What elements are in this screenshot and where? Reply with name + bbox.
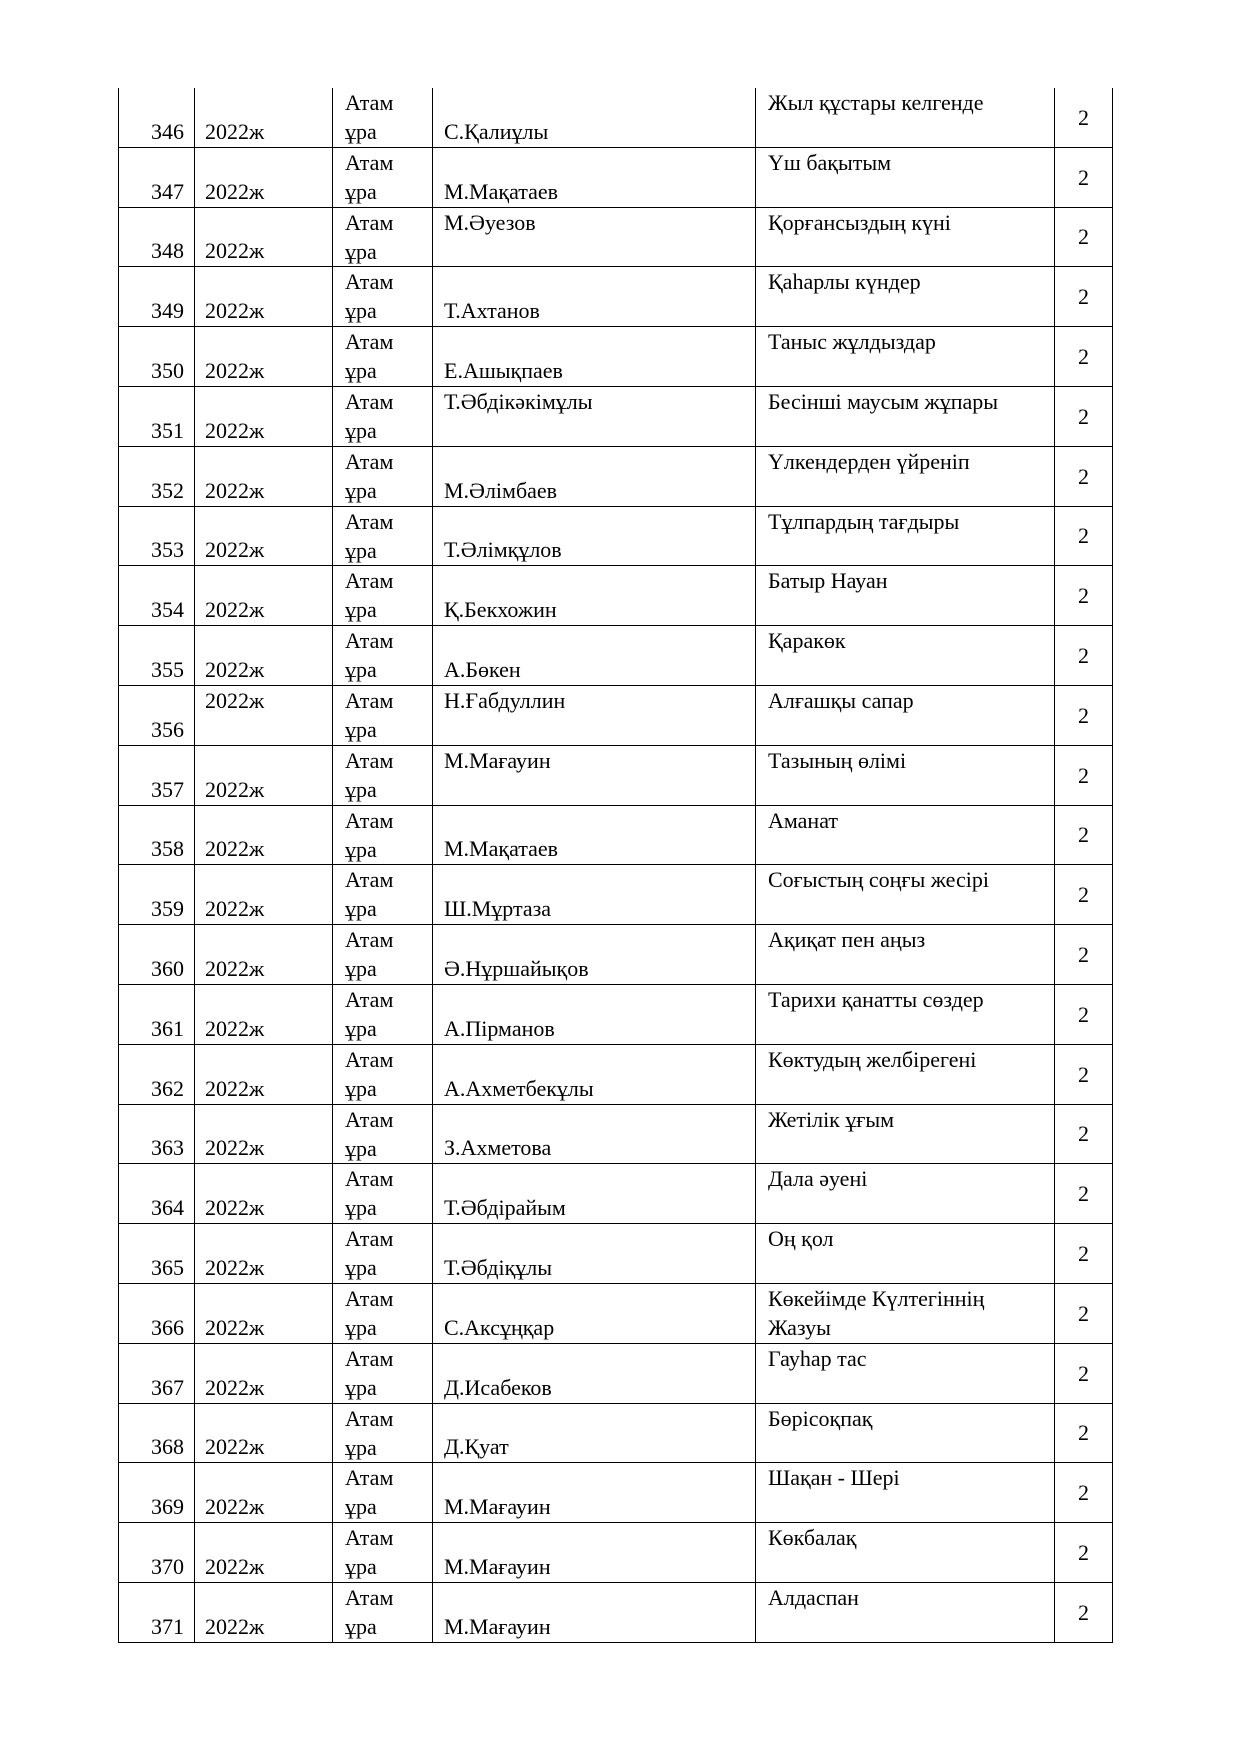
year-cell: 2022ж: [195, 1044, 333, 1104]
publisher-line-1: Атам: [345, 687, 394, 713]
book-title-text: Жыл құстары келгенде: [768, 90, 984, 115]
year-cell: 2022ж: [195, 207, 333, 267]
book-title-text: Қорғансыздың күні: [768, 209, 951, 235]
publisher-line-2: ұра: [345, 1255, 377, 1281]
publisher-line-2: ұра: [345, 537, 377, 563]
publisher-line-2: ұра: [345, 657, 377, 683]
quantity-cell: 2: [1055, 925, 1113, 985]
book-title-text: Бөрісоқпақ: [768, 1405, 873, 1431]
publisher-cell: [333, 865, 433, 925]
row-number-cell: 371: [119, 1582, 195, 1642]
year-cell: 2022ж: [195, 1224, 333, 1284]
author-cell: Т.Әбдікәкімұлы: [433, 386, 756, 446]
publisher-line-2: ұра: [345, 238, 377, 264]
book-title-text: Соғыстың соңғы жесірі: [768, 867, 989, 893]
publisher-line-1: Атам: [345, 568, 394, 594]
quantity-cell: 2: [1055, 1463, 1113, 1523]
book-title-cell: [756, 327, 1055, 387]
table-row: [119, 1104, 1113, 1164]
author-cell: М.Мағауин: [433, 745, 756, 805]
publisher-line-2: ұра: [345, 417, 377, 443]
publisher-line-1: Атам: [345, 1106, 394, 1132]
row-number-cell: 353: [119, 506, 195, 566]
book-title-cell: [756, 147, 1055, 207]
year-cell: 2022ж: [195, 1523, 333, 1583]
publisher-line-2: ұра: [345, 597, 377, 623]
book-title-text: Қаракөк: [768, 628, 846, 654]
book-title-text: Үлкендерден үйреніп: [768, 448, 970, 474]
publisher-line-2: ұра: [345, 1613, 377, 1639]
publisher-cell: [333, 1582, 433, 1642]
table-row: [119, 1523, 1113, 1583]
book-title-cell: [756, 626, 1055, 686]
publisher-line-1: Атам: [345, 986, 394, 1012]
table-row: [119, 386, 1113, 446]
publisher-line-2: ұра: [345, 1314, 377, 1340]
table-row: [119, 865, 1113, 925]
publisher-cell: [333, 1283, 433, 1343]
publisher-line-1: Атам: [345, 508, 394, 534]
publisher-line-2: ұра: [345, 477, 377, 503]
book-title-cell: [756, 207, 1055, 267]
row-number-cell: 359: [119, 865, 195, 925]
author-cell: А.Ахметбекұлы: [433, 1044, 756, 1104]
publisher-line-2: ұра: [345, 716, 377, 742]
table-row: [119, 626, 1113, 686]
publisher-line-2: ұра: [345, 358, 377, 384]
row-number-cell: 366: [119, 1283, 195, 1343]
table-row: [119, 267, 1113, 327]
publisher-line-2: ұра: [345, 1195, 377, 1221]
book-title-text: Шақан - Шері: [768, 1465, 900, 1491]
quantity-cell: 2: [1055, 207, 1113, 267]
year-cell: 2022ж: [195, 1343, 333, 1403]
quantity-cell: 2: [1055, 446, 1113, 506]
author-cell: Т.Әбдіқұлы: [433, 1224, 756, 1284]
publisher-cell: [333, 207, 433, 267]
publisher-cell: [333, 626, 433, 686]
book-list-table-sheet: [118, 88, 1113, 1643]
publisher-line-1: Атам: [345, 448, 394, 474]
publisher-line-2: ұра: [345, 956, 377, 982]
book-title-cell: [756, 566, 1055, 626]
book-title-text: Ақиқат пен аңыз: [768, 927, 926, 953]
publisher-cell: [333, 925, 433, 985]
publisher-cell: [333, 386, 433, 446]
book-title-text: Таныс жұлдыздар: [768, 329, 936, 355]
book-title-text: Тазының өлімі: [768, 747, 907, 773]
year-cell: 2022ж: [195, 386, 333, 446]
publisher-cell: [333, 327, 433, 387]
publisher-line-1: Атам: [345, 1405, 394, 1431]
row-number-cell: 370: [119, 1523, 195, 1583]
quantity-cell: 2: [1055, 745, 1113, 805]
publisher-line-1: Атам: [345, 1584, 394, 1610]
book-title-text: Үш бақытым: [768, 149, 892, 175]
book-title-cell: [756, 1283, 1055, 1343]
year-cell: 2022ж: [195, 1164, 333, 1224]
table-row: [119, 506, 1113, 566]
publisher-line-2: ұра: [345, 1494, 377, 1520]
publisher-line-1: Атам: [345, 329, 394, 355]
publisher-line-1: Атам: [345, 269, 394, 295]
book-title-text: Тарихи қанатты сөздер: [768, 986, 984, 1012]
row-number-cell: 349: [119, 267, 195, 327]
quantity-cell: 2: [1055, 1104, 1113, 1164]
row-number-cell: 364: [119, 1164, 195, 1224]
table-row: [119, 446, 1113, 506]
book-title-cell: [756, 267, 1055, 327]
book-title-text: Тұлпардың тағдыры: [768, 508, 960, 534]
quantity-cell: 2: [1055, 506, 1113, 566]
book-title-cell: [756, 865, 1055, 925]
table-row: [119, 805, 1113, 865]
publisher-cell: [333, 267, 433, 327]
quantity-cell: 2: [1055, 1403, 1113, 1463]
author-cell: Ә.Нұршайықов: [433, 925, 756, 985]
quantity-cell: 2: [1055, 1343, 1113, 1403]
author-cell: М.Әуезов: [433, 207, 756, 267]
table-row: [119, 925, 1113, 985]
publisher-line-1: Атам: [345, 1345, 394, 1371]
publisher-line-2: ұра: [345, 178, 377, 204]
quantity-cell: 2: [1055, 1523, 1113, 1583]
publisher-line-1: Атам: [345, 628, 394, 654]
publisher-cell: [333, 446, 433, 506]
year-cell: 2022ж: [195, 1582, 333, 1642]
publisher-cell: [333, 1104, 433, 1164]
quantity-cell: 2: [1055, 984, 1113, 1044]
author-cell: Д.Қуат: [433, 1403, 756, 1463]
quantity-cell: 2: [1055, 566, 1113, 626]
publisher-line-1: Атам: [345, 1166, 394, 1192]
book-title-text: Қаһарлы күндер: [768, 269, 921, 295]
book-title-text: Оң қол: [768, 1226, 834, 1252]
year-cell: 2022ж: [195, 1463, 333, 1523]
table-row: [119, 1582, 1113, 1642]
table-row: [119, 1283, 1113, 1343]
author-cell: С.Қалиұлы: [433, 88, 756, 147]
quantity-cell: 2: [1055, 327, 1113, 387]
author-cell: М.Мағауин: [433, 1582, 756, 1642]
book-title-cell: [756, 88, 1055, 147]
author-cell: М.Әлімбаев: [433, 446, 756, 506]
book-title-text: Батыр Науан: [768, 568, 888, 594]
year-cell: 2022ж: [195, 327, 333, 387]
publisher-line-2: ұра: [345, 1075, 377, 1101]
publisher-line-1: Атам: [345, 209, 394, 235]
table-row: [119, 1044, 1113, 1104]
row-number-cell: 354: [119, 566, 195, 626]
book-title-cell: [756, 1403, 1055, 1463]
book-title-text: Жетілік ұғым: [768, 1106, 895, 1132]
year-cell: 2022ж: [195, 88, 333, 147]
year-cell: 2022ж: [195, 984, 333, 1044]
author-cell: М.Мақатаев: [433, 147, 756, 207]
author-cell: Ш.Мұртаза: [433, 865, 756, 925]
quantity-cell: 2: [1055, 1164, 1113, 1224]
table-row: [119, 207, 1113, 267]
table-row: [119, 1403, 1113, 1463]
quantity-cell: 2: [1055, 1582, 1113, 1642]
publisher-cell: [333, 1224, 433, 1284]
author-cell: Е.Ашықпаев: [433, 327, 756, 387]
publisher-line-2: ұра: [345, 896, 377, 922]
book-title-cell: [756, 1523, 1055, 1583]
book-title-text: Алғашқы сапар: [768, 687, 914, 713]
year-cell: 2022ж: [195, 566, 333, 626]
publisher-cell: [333, 1044, 433, 1104]
publisher-line-2: ұра: [345, 1554, 377, 1580]
quantity-cell: 2: [1055, 386, 1113, 446]
row-number-cell: 355: [119, 626, 195, 686]
row-number-cell: 358: [119, 805, 195, 865]
row-number-cell: 347: [119, 147, 195, 207]
book-title-cell: [756, 386, 1055, 446]
table-row: [119, 1343, 1113, 1403]
publisher-cell: [333, 88, 433, 147]
row-number-cell: 362: [119, 1044, 195, 1104]
quantity-cell: 2: [1055, 88, 1113, 147]
publisher-line-2: ұра: [345, 1434, 377, 1460]
publisher-line-1: Атам: [345, 747, 394, 773]
row-number-cell: 360: [119, 925, 195, 985]
year-cell: 2022ж: [195, 865, 333, 925]
quantity-cell: 2: [1055, 805, 1113, 865]
author-cell: М.Мақатаев: [433, 805, 756, 865]
publisher-cell: [333, 1523, 433, 1583]
quantity-cell: 2: [1055, 685, 1113, 745]
year-cell: 2022ж: [195, 1283, 333, 1343]
book-title-text: Алдаспан: [768, 1584, 859, 1610]
publisher-line-1: Атам: [345, 149, 394, 175]
row-number-cell: 361: [119, 984, 195, 1044]
book-title-cell: [756, 805, 1055, 865]
row-number-cell: 348: [119, 207, 195, 267]
publisher-cell: [333, 147, 433, 207]
row-number-cell: 365: [119, 1224, 195, 1284]
book-title-cell: [756, 506, 1055, 566]
year-cell: 2022ж: [195, 805, 333, 865]
publisher-line-1: Атам: [345, 1465, 394, 1491]
author-cell: М.Мағауин: [433, 1463, 756, 1523]
publisher-line-1: Атам: [345, 867, 394, 893]
year-cell: 2022ж: [195, 147, 333, 207]
row-number-cell: 351: [119, 386, 195, 446]
row-number-cell: 369: [119, 1463, 195, 1523]
publisher-line-1: Атам: [345, 1046, 394, 1072]
quantity-cell: 2: [1055, 267, 1113, 327]
table-row: [119, 1463, 1113, 1523]
table-body: [119, 88, 1113, 1642]
book-title-cell: [756, 1343, 1055, 1403]
year-cell: 2022ж: [195, 925, 333, 985]
row-number-cell: 363: [119, 1104, 195, 1164]
table-row: [119, 1224, 1113, 1284]
publisher-line-1: Атам: [345, 1226, 394, 1252]
quantity-cell: 2: [1055, 147, 1113, 207]
publisher-line-1: Атам: [345, 388, 394, 414]
publisher-cell: [333, 1463, 433, 1523]
book-title-cell: [756, 446, 1055, 506]
quantity-cell: 2: [1055, 1224, 1113, 1284]
author-cell: Т.Ахтанов: [433, 267, 756, 327]
quantity-cell: 2: [1055, 626, 1113, 686]
author-cell: Т.Әлімқұлов: [433, 506, 756, 566]
author-cell: Н.Ғабдуллин: [433, 685, 756, 745]
publisher-line-2: ұра: [345, 119, 377, 144]
publisher-cell: [333, 1403, 433, 1463]
book-title-text: Көкейімде Күлтегіннің Жазуы: [768, 1285, 985, 1340]
row-number-cell: 352: [119, 446, 195, 506]
table-row: [119, 984, 1113, 1044]
book-list-table: [118, 88, 1113, 1643]
publisher-line-1: Атам: [345, 807, 394, 833]
publisher-line-1: Атам: [345, 1525, 394, 1551]
publisher-cell: [333, 1343, 433, 1403]
book-title-cell: [756, 1104, 1055, 1164]
book-title-cell: [756, 685, 1055, 745]
row-number-cell: 367: [119, 1343, 195, 1403]
book-title-cell: [756, 1164, 1055, 1224]
row-number-cell: 346: [119, 88, 195, 147]
table-row: [119, 566, 1113, 626]
table-row: [119, 745, 1113, 805]
book-title-cell: [756, 1224, 1055, 1284]
publisher-line-1: Атам: [345, 927, 394, 953]
author-cell: А.Пірманов: [433, 984, 756, 1044]
year-cell: 2022ж: [195, 1104, 333, 1164]
author-cell: Т.Әбдірайым: [433, 1164, 756, 1224]
year-cell: 2022ж: [195, 745, 333, 805]
book-title-text: Бесінші маусым жұпары: [768, 388, 999, 414]
publisher-cell: [333, 805, 433, 865]
publisher-cell: [333, 745, 433, 805]
table-row: [119, 88, 1113, 147]
row-number-cell: 356: [119, 685, 195, 745]
quantity-cell: 2: [1055, 1044, 1113, 1104]
publisher-cell: [333, 685, 433, 745]
book-title-cell: [756, 1044, 1055, 1104]
author-cell: М.Мағауин: [433, 1523, 756, 1583]
row-number-cell: 350: [119, 327, 195, 387]
table-row: [119, 685, 1113, 745]
book-title-text: Аманат: [768, 807, 839, 833]
book-title-cell: [756, 984, 1055, 1044]
year-cell: 2022ж: [195, 626, 333, 686]
publisher-line-1: Атам: [345, 1285, 394, 1311]
book-title-text: Көкбалақ: [768, 1525, 857, 1551]
quantity-cell: 2: [1055, 1283, 1113, 1343]
table-row: [119, 1164, 1113, 1224]
publisher-line-2: ұра: [345, 1374, 377, 1400]
table-row: [119, 147, 1113, 207]
publisher-line-2: ұра: [345, 776, 377, 802]
quantity-cell: 2: [1055, 865, 1113, 925]
book-title-text: Дала әуені: [768, 1166, 868, 1192]
year-cell: 2022ж: [195, 506, 333, 566]
year-cell: 2022ж: [195, 446, 333, 506]
publisher-cell: [333, 1164, 433, 1224]
row-number-cell: 368: [119, 1403, 195, 1463]
book-title-text: Гауһар тас: [768, 1345, 867, 1371]
author-cell: А.Бөкен: [433, 626, 756, 686]
publisher-line-2: ұра: [345, 1135, 377, 1161]
book-title-cell: [756, 925, 1055, 985]
publisher-cell: [333, 984, 433, 1044]
publisher-cell: [333, 506, 433, 566]
publisher-line-2: ұра: [345, 836, 377, 862]
author-cell: С.Аксұңқар: [433, 1283, 756, 1343]
row-number-cell: 357: [119, 745, 195, 805]
publisher-line-1: Атам: [345, 90, 394, 115]
year-cell: 2022ж: [195, 267, 333, 327]
publisher-cell: [333, 566, 433, 626]
publisher-line-2: ұра: [345, 298, 377, 324]
year-cell: 2022ж: [195, 685, 333, 745]
author-cell: Қ.Бекхожин: [433, 566, 756, 626]
book-title-cell: [756, 1582, 1055, 1642]
book-title-cell: [756, 1463, 1055, 1523]
author-cell: Д.Исабеков: [433, 1343, 756, 1403]
book-title-text: Көктудың желбірегені: [768, 1046, 977, 1072]
publisher-line-2: ұра: [345, 1015, 377, 1041]
book-title-cell: [756, 745, 1055, 805]
author-cell: З.Ахметова: [433, 1104, 756, 1164]
table-row: [119, 327, 1113, 387]
year-cell: 2022ж: [195, 1403, 333, 1463]
